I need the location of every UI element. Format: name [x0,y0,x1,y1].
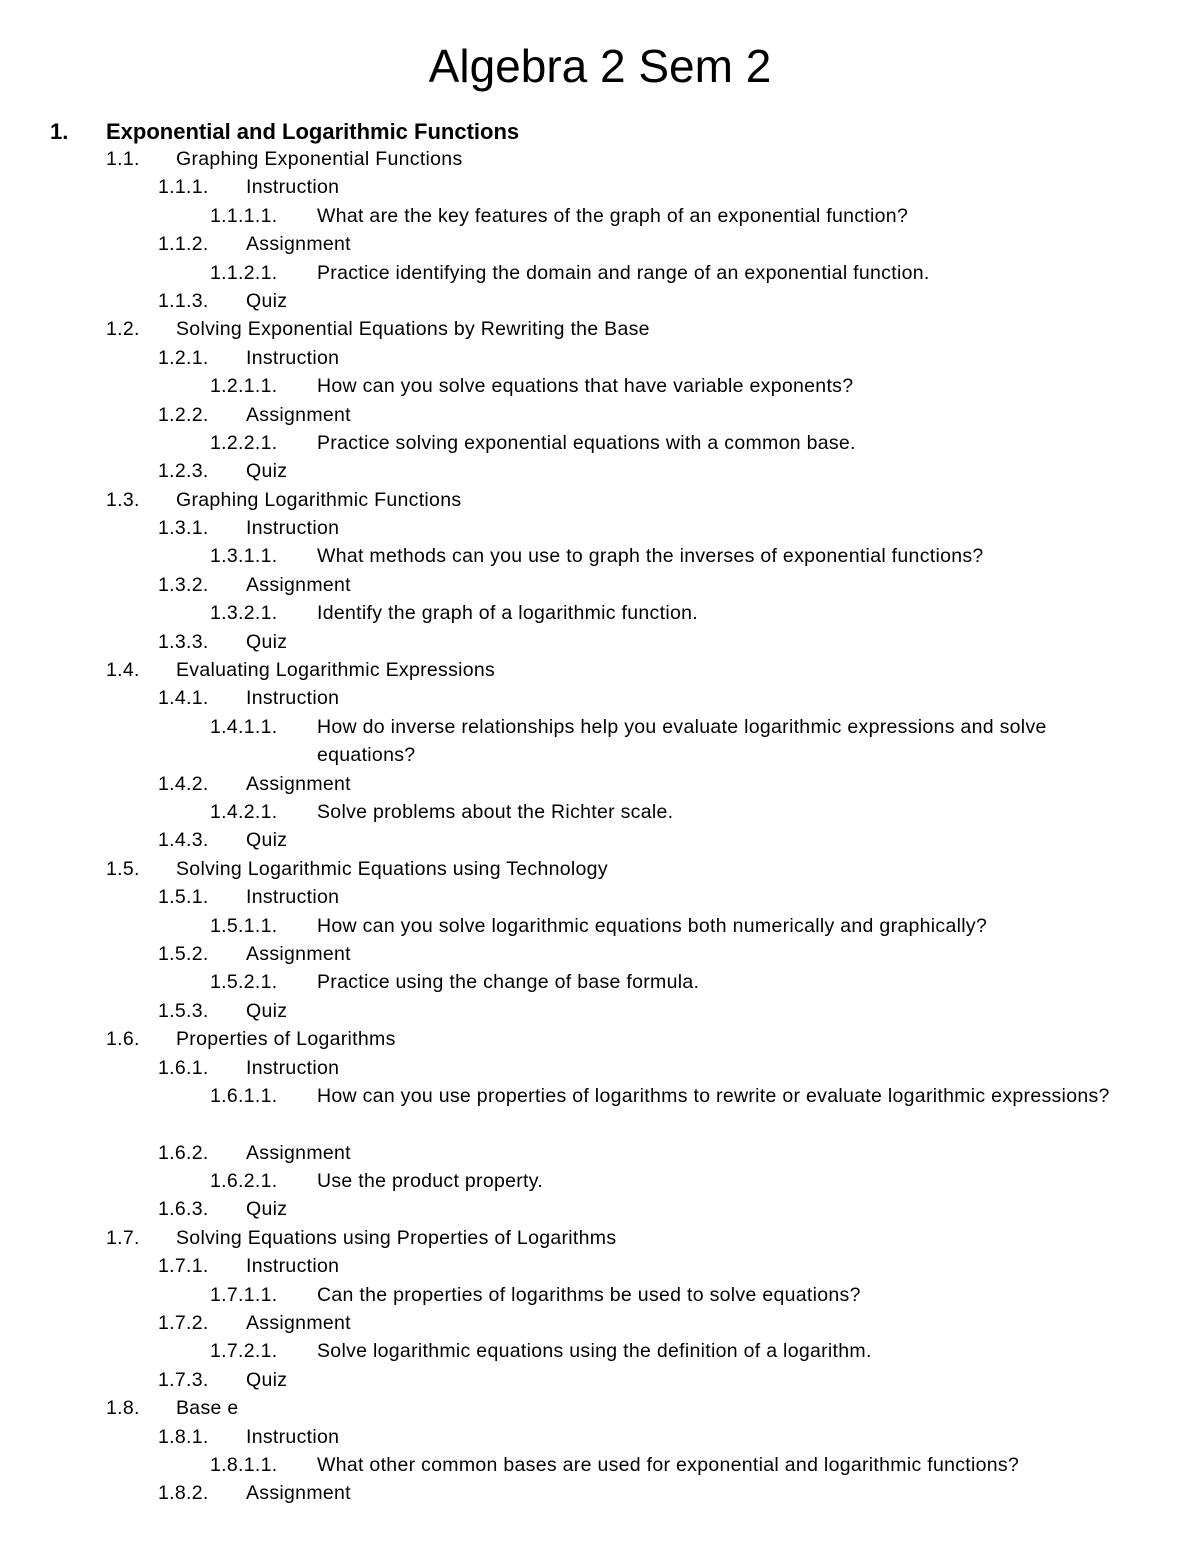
outline-item-text: Assignment [246,772,351,795]
outline-item-text: Practice identifying the domain and range of an exponential function. [317,261,930,284]
outline-item [0,542,1200,570]
outline-item [0,230,1200,258]
outline-item-number: 1.4.1. [158,687,209,710]
section-number: 1. [50,119,69,144]
outline-item-text: Quiz [246,829,288,852]
outline-item-text: Instruction [246,346,340,369]
outline-item [0,1423,1200,1451]
outline-item-number: 1.4.2. [158,772,209,795]
outline-item [0,514,1200,542]
outline-item-text: Solve problems about the Richter scale. [317,801,674,823]
outline-item-number: 1.8.2. [158,1482,209,1505]
outline-item-number: 1.1.1.1. [210,204,278,227]
outline-item-text: Quiz [246,289,288,312]
outline-item [0,457,1200,485]
outline-item-text: Practice using the change of base formula. [317,971,700,994]
outline-item [0,855,1200,883]
outline-item [0,1281,1200,1309]
outline-item-text: What are the key features of the graph of an exponential function? [317,204,909,227]
outline-item-text: Quiz [246,1198,288,1221]
outline-item [0,372,1200,400]
outline-item [0,202,1200,230]
outline-item-text: Assignment [246,1482,351,1505]
outline-item [0,1309,1200,1337]
outline-item-number: 1.7.1. [158,1255,209,1278]
outline-item-number: 1.7.3. [158,1368,209,1391]
outline-item-text: Identify the graph of a logarithmic function. [317,602,698,625]
outline-item [0,940,1200,968]
outline-item-text: Evaluating Logarithmic Expressions [176,659,496,682]
outline-item-number: 1.3.1.1. [210,545,278,568]
outline-item-number: 1.2. [106,318,140,341]
outline-item [0,1337,1200,1365]
outline-item-number: 1.5. [106,857,140,880]
outline-item [0,968,1200,996]
outline-item-text: How can you use properties of logarithms to rewrite or evaluate logarithmic expressions? [317,1084,1110,1107]
outline-item-text: What methods can you use to graph the inverses of exponential functions? [317,545,984,568]
outline-item-number: 1.7.2.1. [210,1340,278,1363]
outline-item-text: Instruction [246,1255,340,1278]
outline-item [0,1139,1200,1167]
outline-item [0,287,1200,315]
outline-item-text: Solving Equations using Properties of Logarithms [176,1226,617,1249]
outline-item-text: Assignment [246,1312,351,1335]
outline-item [0,628,1200,656]
outline-item-text: Graphing Exponential Functions [176,148,463,170]
outline-item-number: 1.7.2. [158,1312,209,1335]
outline-item [0,1451,1200,1479]
outline-item [0,1167,1200,1195]
outline-item [0,798,1200,826]
outline-item-number: 1.1.2.1. [210,261,278,284]
outline-item [0,401,1200,429]
outline-item-number: 1.6.2.1. [210,1170,278,1193]
outline-item-text: How can you solve logarithmic equations both numerically and graphically? [317,914,988,937]
outline-item-text: Graphing Logarithmic Functions [176,488,462,511]
outline-item-number: 1.6.2. [158,1141,209,1164]
outline-item-number: 1.5.1.1. [210,914,278,937]
outline-item-number: 1.7.1.1. [210,1283,278,1306]
outline-item-number: 1.1. [106,148,140,170]
outline-item-text: Quiz [246,999,288,1022]
outline-item-number: 1.2.2.1. [210,431,278,454]
outline-item-number: 1.4. [106,659,140,682]
outline-item-number: 1.2.2. [158,403,209,426]
outline-item [0,1025,1200,1053]
outline-item [0,173,1200,201]
outline-item [0,259,1200,287]
outline-item-text: Quiz [246,1368,288,1391]
outline-item-number: 1.6.1.1. [210,1084,278,1107]
outline-item-number: 1.6.3. [158,1198,209,1221]
outline-item-text: Use the product property. [317,1170,544,1193]
outline-item-number: 1.4.1.1. [210,715,278,738]
outline-item-text: Can the properties of logarithms be used to solve equations? [317,1283,861,1306]
outline-item [0,571,1200,599]
outline-item-text: Solve logarithmic equations using the definition of a logarithm. [317,1340,872,1363]
outline-item-number: 1.5.2.1. [210,971,278,994]
outline-item [0,713,1200,770]
outline-item-text: Properties of Logarithms [176,1028,396,1051]
outline-item [0,599,1200,627]
outline-item-text: Assignment [246,573,351,596]
outline-item [0,1082,1200,1139]
outline-item-number: 1.1.3. [158,289,209,312]
outline-item-number: 1.3.2.1. [210,602,278,625]
outline-item-number: 1.2.1.1. [210,375,278,398]
outline-item-text: Instruction [246,687,340,710]
outline-item-text: Assignment [246,1141,351,1164]
outline-item-number: 1.8.1.1. [210,1454,278,1476]
section-label: Exponential and Logarithmic Functions [106,119,520,144]
outline-item-number: 1.6.1. [158,1056,209,1079]
outline-item [0,1054,1200,1082]
outline-item-number: 1.5.1. [158,886,209,909]
outline-item-number: 1.1.1. [158,176,209,199]
outline-item [0,1394,1200,1422]
outline-item-text: How can you solve equations that have variable exponents? [317,375,854,398]
outline-item-number: 1.6. [106,1028,140,1051]
outline-item-number: 1.8. [106,1397,140,1420]
outline-item [0,486,1200,514]
outline-item-number: 1.5.2. [158,942,209,965]
document-title: Algebra 2 Sem 2 [428,40,772,92]
outline-item-number: 1.2.1. [158,346,209,369]
outline-item-text: How do inverse relationships help you evaluate logarithmic expressions and solve equations? [317,715,1047,767]
outline-item [0,344,1200,372]
section-heading [50,117,519,147]
outline-item-number: 1.7. [106,1226,140,1249]
outline-item [0,997,1200,1025]
outline-item [0,1366,1200,1394]
outline-item-number: 1.3.3. [158,630,209,653]
outline-item-number: 1.5.3. [158,999,209,1022]
outline-item [0,770,1200,798]
outline-item [0,826,1200,854]
outline-item-text: Assignment [246,403,351,426]
outline-item [0,1195,1200,1223]
outline-item-text: Solving Exponential Equations by Rewriting the Base [176,318,650,341]
outline-item-number: 1.2.3. [158,460,209,483]
outline-item-text: Assignment [246,942,351,965]
outline-item-number: 1.1.2. [158,233,209,256]
outline-item [0,912,1200,940]
outline-item [0,883,1200,911]
outline-item-number: 1.4.3. [158,829,209,852]
outline-item-number: 1.3.2. [158,573,209,596]
outline-item [0,1252,1200,1280]
outline-item [0,145,1200,173]
outline-item-text: Quiz [246,460,288,483]
outline-item-text: Instruction [246,1425,340,1448]
outline-item [0,429,1200,457]
outline-item-number: 1.3. [106,488,140,511]
outline-item-number: 1.3.1. [158,517,209,540]
outline-item [0,1224,1200,1252]
outline-item-text: Quiz [246,630,288,653]
outline-item-text: Instruction [246,176,340,199]
outline-item-text: What other common bases are used for exponential and logarithmic functions? [317,1454,1020,1476]
outline-item-text: Solving Logarithmic Equations using Technology [176,857,608,880]
outline-item [0,315,1200,343]
outline-item [0,656,1200,684]
outline-item [0,1479,1200,1507]
outline-item-text: Assignment [246,233,351,256]
outline-item-text: Instruction [246,886,340,909]
outline-item-text: Instruction [246,517,340,540]
outline-item-text: Practice solving exponential equations with a common base. [317,431,856,454]
outline-item-text: Instruction [246,1056,340,1079]
outline-list [0,145,1200,1508]
outline-item-text: Base e [176,1397,239,1420]
outline-item-number: 1.8.1. [158,1425,209,1448]
outline-item [0,684,1200,712]
outline-item-number: 1.4.2.1. [210,801,278,823]
